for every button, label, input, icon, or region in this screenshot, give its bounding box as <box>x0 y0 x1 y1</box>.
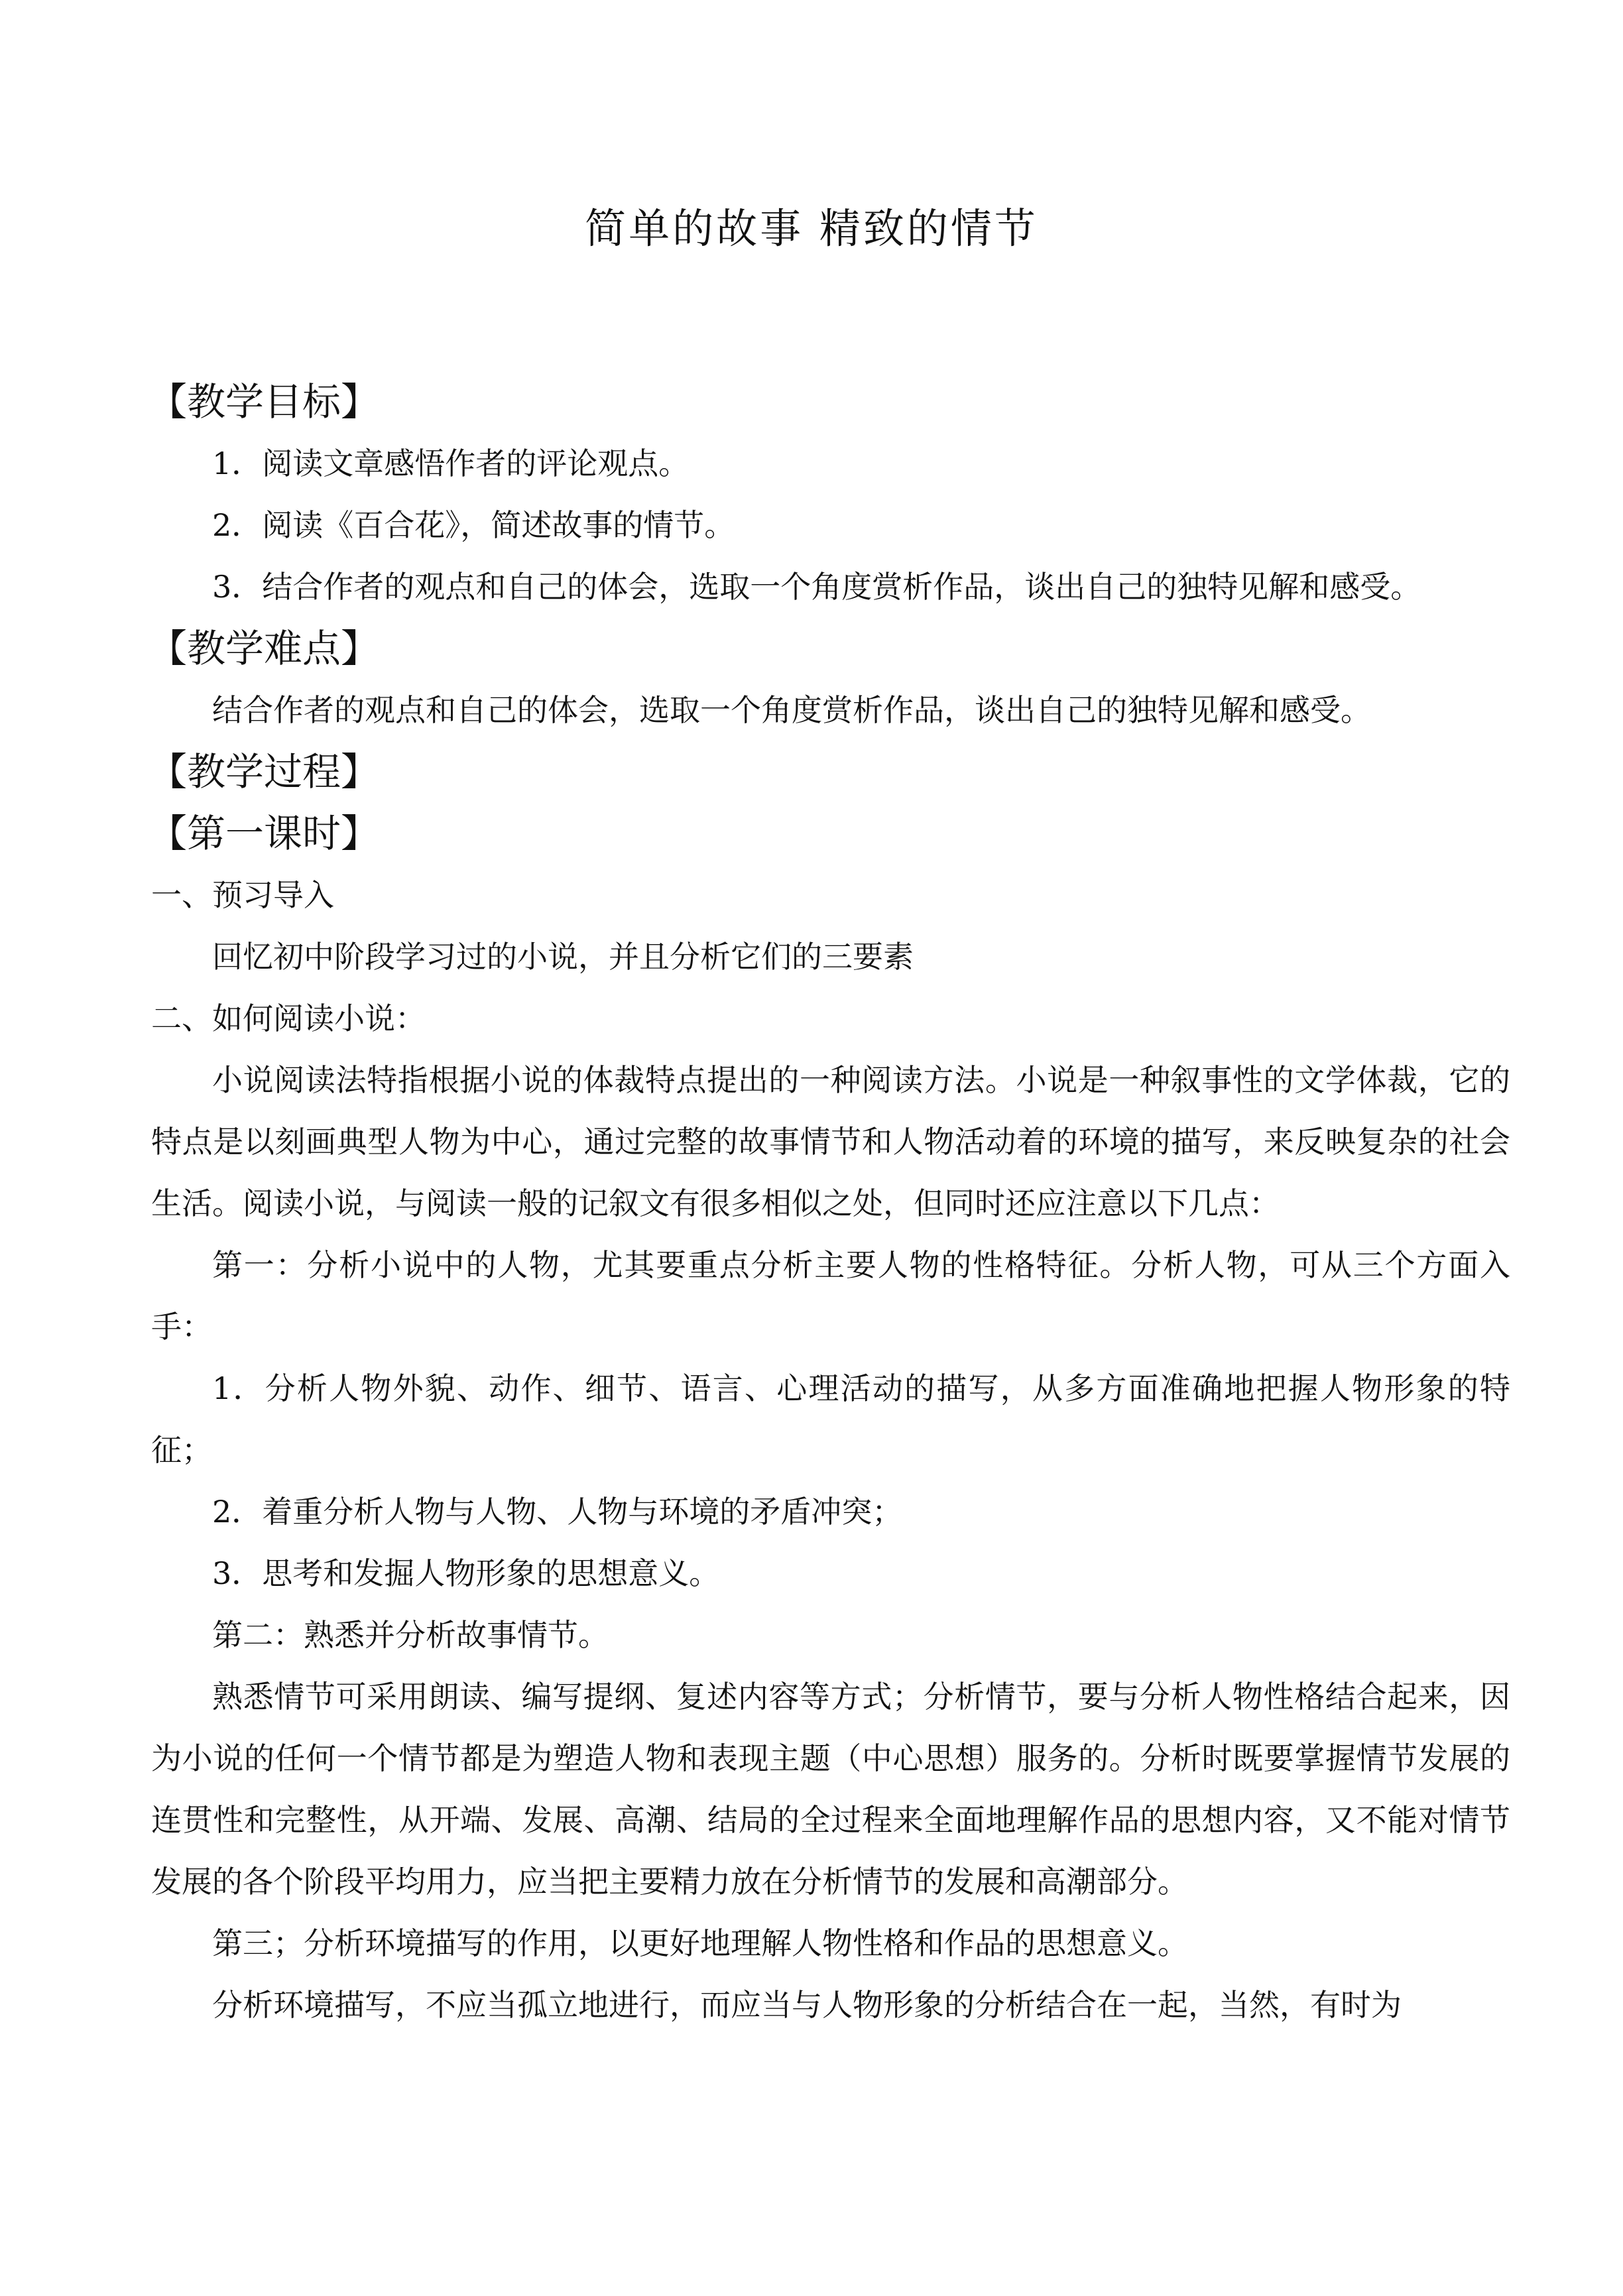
list-item-3: 3．思考和发掘人物形象的思想意义。 <box>212 1555 720 1591</box>
document-title: 简单的故事 精致的情节 <box>585 204 1038 253</box>
list-item-2: 2．着重分析人物与人物、人物与环境的矛盾冲突； <box>212 1494 903 1530</box>
lesson-heading: 【第一课时】 <box>149 811 380 856</box>
difficulty-heading: 【教学难点】 <box>149 626 380 671</box>
teaching-goal-item: 1．阅读文章感悟作者的评论观点。 <box>212 446 690 481</box>
paragraph-third-point: 第三；分析环境描写的作用，以更好地理解人物性格和作品的思想意义。 <box>212 1925 1188 1961</box>
part1-heading: 一、预习导入 <box>151 877 334 913</box>
teaching-goal-item: 2．阅读《百合花》，简述故事的情节。 <box>212 507 735 543</box>
list-item-1: 1．分析人物外貌、动作、细节、语言、心理活动的描写，从多方面准确地把握人物形象的特征； <box>151 1370 1510 1468</box>
teaching-goals-heading: 【教学目标】 <box>149 379 380 424</box>
paragraph-second-point: 第二：熟悉并分析故事情节。 <box>212 1617 609 1653</box>
difficulty-text: 结合作者的观点和自己的体会，选取一个角度赏析作品，谈出自己的独特见解和感受。 <box>212 692 1371 728</box>
process-heading: 【教学过程】 <box>149 749 380 794</box>
part2-heading: 二、如何阅读小说： <box>151 1000 426 1036</box>
paragraph-intro: 小说阅读法特指根据小说的体裁特点提出的一种阅读方法。小说是一种叙事性的文学体裁，它的特点是以刻画典型人物为中心，通过完整的故事情节和人物活动着的环境的描写，来反映复杂的社会生活。阅读小说，与阅读一般的记叙文有很多相似之处，但同时还应注意以下几点： <box>151 1062 1510 1221</box>
document-body <box>151 378 1510 2036</box>
paragraph-first-point: 第一：分析小说中的人物，尤其要重点分析主要人物的性格特征。分析人物，可从三个方面入手： <box>151 1247 1510 1345</box>
paragraph-plot: 熟悉情节可采用朗读、编写提纲、复述内容等方式；分析情节，要与分析人物性格结合起来，因为小说的任何一个情节都是为塑造人物和表现主题（中心思想）服务的。分析时既要掌握情节发展的连贯性和完整性，从开端、发展、高潮、结局的全过程来全面地理解作品的思想内容，又不能对情节发展的各个阶段平均用力，应当把主要精力放在分析情节的发展和高潮部分。 <box>151 1679 1510 1900</box>
part1-text: 回忆初中阶段学习过的小说，并且分析它们的三要素 <box>212 939 914 975</box>
paragraph-environment: 分析环境描写，不应当孤立地进行，而应当与人物形象的分析结合在一起，当然，有时为 <box>212 1987 1402 2023</box>
teaching-goal-item: 3．结合作者的观点和自己的体会，选取一个角度赏析作品，谈出自己的独特见解和感受。 <box>212 569 1421 605</box>
